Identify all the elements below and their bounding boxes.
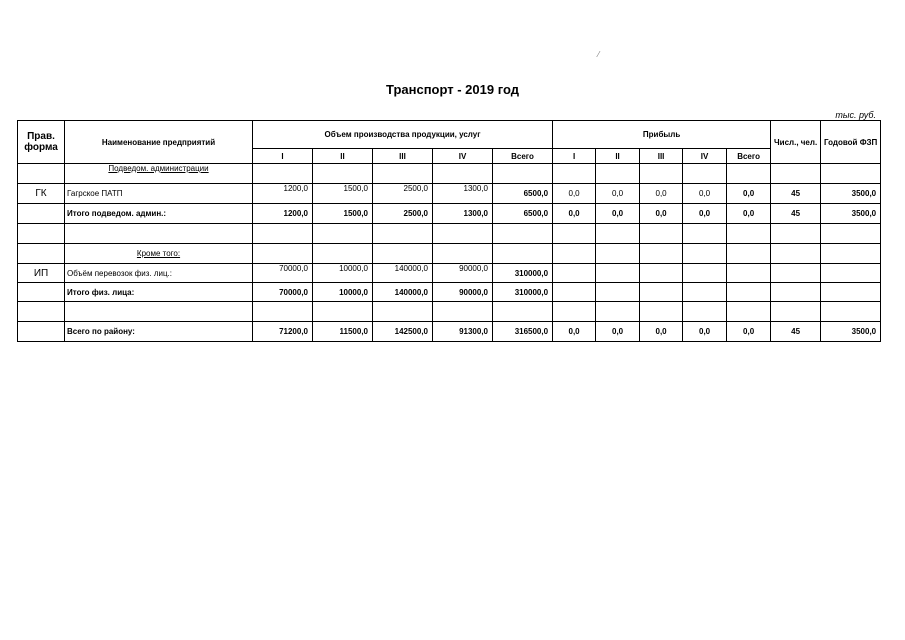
- vol-q3: 2500,0: [373, 204, 433, 224]
- table-row-grand-total: [18, 322, 881, 342]
- header-profit-q4: IV: [683, 149, 727, 164]
- profit-q4: 0,0: [683, 322, 727, 342]
- vol-q4: 90000,0: [433, 264, 493, 283]
- vol-total: 310000,0: [493, 264, 553, 283]
- vol-q3: 140000,0: [373, 283, 433, 302]
- profit-q1: 0,0: [553, 184, 596, 204]
- vol-total: 310000,0: [493, 283, 553, 302]
- vol-q2: 10000,0: [313, 283, 373, 302]
- profit-q4: 0,0: [683, 184, 727, 204]
- vol-q1: 70000,0: [253, 264, 313, 283]
- scan-mark: ⁄: [598, 50, 600, 59]
- annual-fzp: 3500,0: [821, 184, 881, 204]
- vol-total: 6500,0: [493, 204, 553, 224]
- vol-q3: 2500,0: [373, 184, 433, 204]
- units-note: тыс. руб.: [835, 110, 876, 120]
- subtotal-label: Итого физ. лица:: [65, 283, 253, 302]
- vol-q4: 1300,0: [433, 204, 493, 224]
- header-profit-q2: II: [596, 149, 640, 164]
- profit-q2: 0,0: [596, 184, 640, 204]
- profit-q3: 0,0: [640, 184, 683, 204]
- vol-q3: 142500,0: [373, 322, 433, 342]
- vol-q2: 11500,0: [313, 322, 373, 342]
- enterprise-name: Объём перевозок физ. лиц.:: [65, 264, 253, 283]
- table-row-empty: [18, 302, 881, 322]
- profit-total: 0,0: [727, 322, 771, 342]
- vol-q1: 70000,0: [253, 283, 313, 302]
- table-row-empty: [18, 224, 881, 244]
- profit-total: 0,0: [727, 184, 771, 204]
- subtotal-label: Итого подведом. админ.:: [65, 204, 253, 224]
- employee-count: 45: [771, 184, 821, 204]
- vol-q2: 1500,0: [313, 184, 373, 204]
- vol-q2: 1500,0: [313, 204, 373, 224]
- vol-q2: 10000,0: [313, 264, 373, 283]
- vol-q1: 1200,0: [253, 184, 313, 204]
- page-title: Транспорт - 2019 год: [386, 82, 519, 97]
- grand-total-label: Всего по району:: [65, 322, 253, 342]
- header-volume: Объем производства продукции, услуг: [253, 121, 553, 149]
- vol-q4: 90000,0: [433, 283, 493, 302]
- header-vol-q3: III: [373, 149, 433, 164]
- annual-fzp: 3500,0: [821, 204, 881, 224]
- vol-q4: 1300,0: [433, 184, 493, 204]
- header-vol-q2: II: [313, 149, 373, 164]
- header-count: Числ., чел.: [771, 121, 821, 164]
- header-profit-q1: I: [553, 149, 596, 164]
- header-profit-total: Всего: [727, 149, 771, 164]
- header-profit: Прибыль: [553, 121, 771, 149]
- profit-q3: 0,0: [640, 204, 683, 224]
- profit-q2: 0,0: [596, 204, 640, 224]
- header-vol-q1: I: [253, 149, 313, 164]
- vol-q1: 71200,0: [253, 322, 313, 342]
- vol-total: 316500,0: [493, 322, 553, 342]
- vol-q4: 91300,0: [433, 322, 493, 342]
- profit-q1: 0,0: [553, 204, 596, 224]
- vol-q3: 140000,0: [373, 264, 433, 283]
- section-label-admin: Подведом. администрации: [65, 164, 253, 184]
- header-vol-q4: IV: [433, 149, 493, 164]
- transport-table: [17, 120, 881, 342]
- vol-total: 6500,0: [493, 184, 553, 204]
- table-row-ip: [18, 264, 881, 283]
- section-label-other: Кроме того:: [65, 244, 253, 264]
- table-row-gk: [18, 184, 881, 204]
- form-cell: ГК: [18, 184, 65, 204]
- profit-total: 0,0: [727, 204, 771, 224]
- header-vol-total: Всего: [493, 149, 553, 164]
- table-row-subtotal-admin: [18, 204, 881, 224]
- profit-q1: 0,0: [553, 322, 596, 342]
- table-row-subtotal-ip: [18, 283, 881, 302]
- employee-count: 45: [771, 204, 821, 224]
- profit-q2: 0,0: [596, 322, 640, 342]
- profit-q3: 0,0: [640, 322, 683, 342]
- employee-count: 45: [771, 322, 821, 342]
- empty-cell: [18, 164, 65, 184]
- form-cell: ИП: [18, 264, 65, 283]
- vol-q1: 1200,0: [253, 204, 313, 224]
- header-form: Прав. форма: [18, 121, 65, 164]
- header-fzp: Годовой ФЗП: [821, 121, 881, 164]
- enterprise-name: Гагрское ПАТП: [65, 184, 253, 204]
- header-name: Наименование предприятий: [65, 121, 253, 164]
- profit-q4: 0,0: [683, 204, 727, 224]
- header-profit-q3: III: [640, 149, 683, 164]
- annual-fzp: 3500,0: [821, 322, 881, 342]
